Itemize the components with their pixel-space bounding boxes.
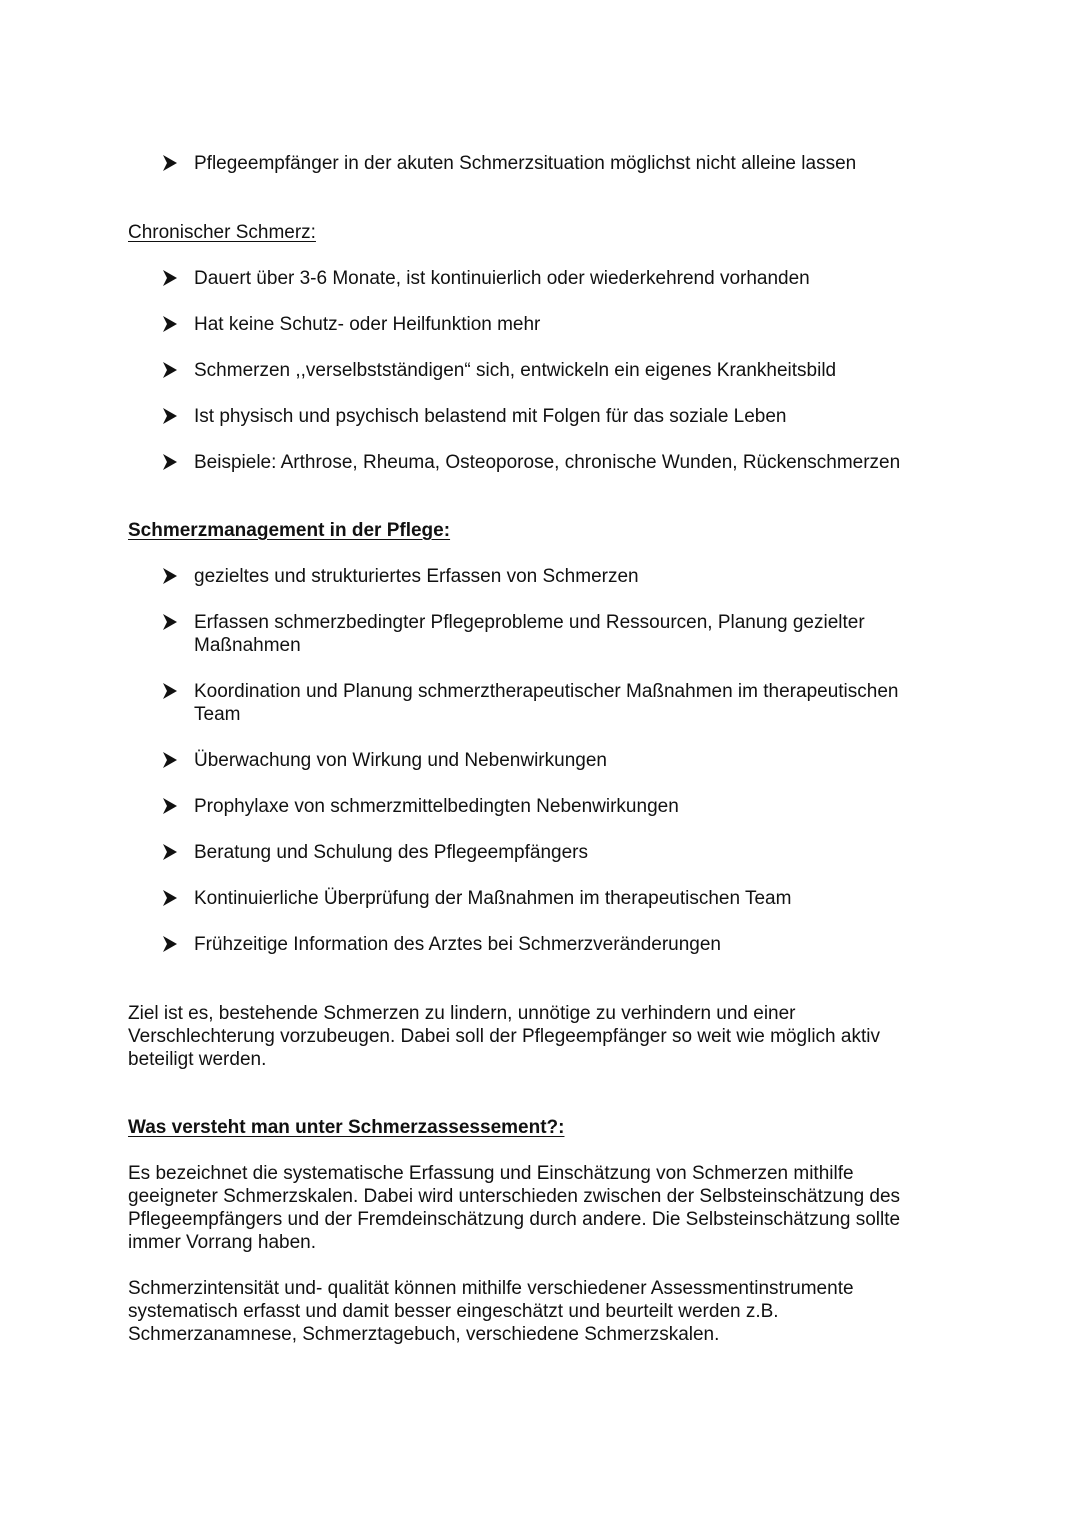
assessment-heading: Was versteht man unter Schmerzassessement?:	[128, 1117, 565, 1138]
bullet-text: Prophylaxe von schmerzmittelbedingten Nebenwirkungen	[194, 796, 679, 817]
arrowhead-bullet-icon	[162, 154, 178, 172]
bullet-text: Hat keine Schutz- oder Heilfunktion mehr	[194, 314, 541, 335]
arrowhead-bullet-icon	[162, 935, 178, 953]
bullet-text: Frühzeitige Information des Arztes bei Schmerzveränderungen	[194, 934, 721, 955]
bullet-text: Beratung und Schulung des Pflegeempfängers	[194, 842, 588, 863]
bullet-text: Schmerzen ,,verselbstständigen“ sich, entwickeln ein eigenes Krankheitsbild	[194, 360, 837, 381]
arrowhead-bullet-icon	[162, 453, 178, 471]
arrowhead-bullet-icon	[162, 269, 178, 287]
bullet-text: gezieltes und strukturiertes Erfassen von Schmerzen	[194, 566, 639, 587]
bullet-text: Überwachung von Wirkung und Nebenwirkungen	[194, 750, 607, 771]
bullet-text: Beispiele: Arthrose, Rheuma, Osteoporose, chronische Wunden, Rückenschmerzen	[194, 452, 901, 473]
arrowhead-bullet-icon	[162, 751, 178, 769]
assessment-paragraph-2: Schmerzintensität und- qualität können mithilfe verschiedener Assessmentinstrumente systematisch erfasst und damit besser eingeschätzt und beurteilt werden z.B. Schmerzanamnese, Schmerztagebuch, verschiedene Schmerzskalen.	[128, 1278, 854, 1345]
arrowhead-bullet-icon	[162, 682, 178, 700]
arrowhead-bullet-icon	[162, 567, 178, 585]
bullet-text: Erfassen schmerzbedingter Pflegeprobleme und Ressourcen, Planung gezielter Maßnahmen	[194, 612, 865, 656]
chronic-heading: Chronischer Schmerz:	[128, 222, 316, 243]
arrowhead-bullet-icon	[162, 843, 178, 861]
management-summary: Ziel ist es, bestehende Schmerzen zu lindern, unnötige zu verhindern und einer Verschlechterung vorzubeugen. Dabei soll der Pflegeempfänger so weit wie möglich aktiv beteiligt werden.	[128, 1003, 880, 1070]
bullet-text: Dauert über 3-6 Monate, ist kontinuierlich oder wiederkehrend vorhanden	[194, 268, 810, 289]
arrowhead-bullet-icon	[162, 407, 178, 425]
assessment-paragraph-1: Es bezeichnet die systematische Erfassung und Einschätzung von Schmerzen mithilfe geeigneter Schmerzskalen. Dabei wird unterschieden zwischen der Selbsteinschätzung des Pflegeempfängers und der Fremdeinschätzung durch andere. Die Selbsteinschätzung sollte immer Vorrang haben.	[128, 1163, 901, 1253]
arrowhead-bullet-icon	[162, 613, 178, 631]
management-heading: Schmerzmanagement in der Pflege:	[128, 520, 451, 541]
bullet-text: Koordination und Planung schmerztherapeutischer Maßnahmen im therapeutischen Team	[194, 681, 899, 725]
arrowhead-bullet-icon	[162, 315, 178, 333]
arrowhead-bullet-icon	[162, 361, 178, 379]
arrowhead-bullet-icon	[162, 797, 178, 815]
bullet-text: Ist physisch und psychisch belastend mit Folgen für das soziale Leben	[194, 406, 787, 427]
bullet-text: Kontinuierliche Überprüfung der Maßnahmen im therapeutischen Team	[194, 888, 792, 909]
arrowhead-bullet-icon	[162, 889, 178, 907]
bullet-text: Pflegeempfänger in der akuten Schmerzsituation möglichst nicht alleine lassen	[194, 153, 857, 174]
